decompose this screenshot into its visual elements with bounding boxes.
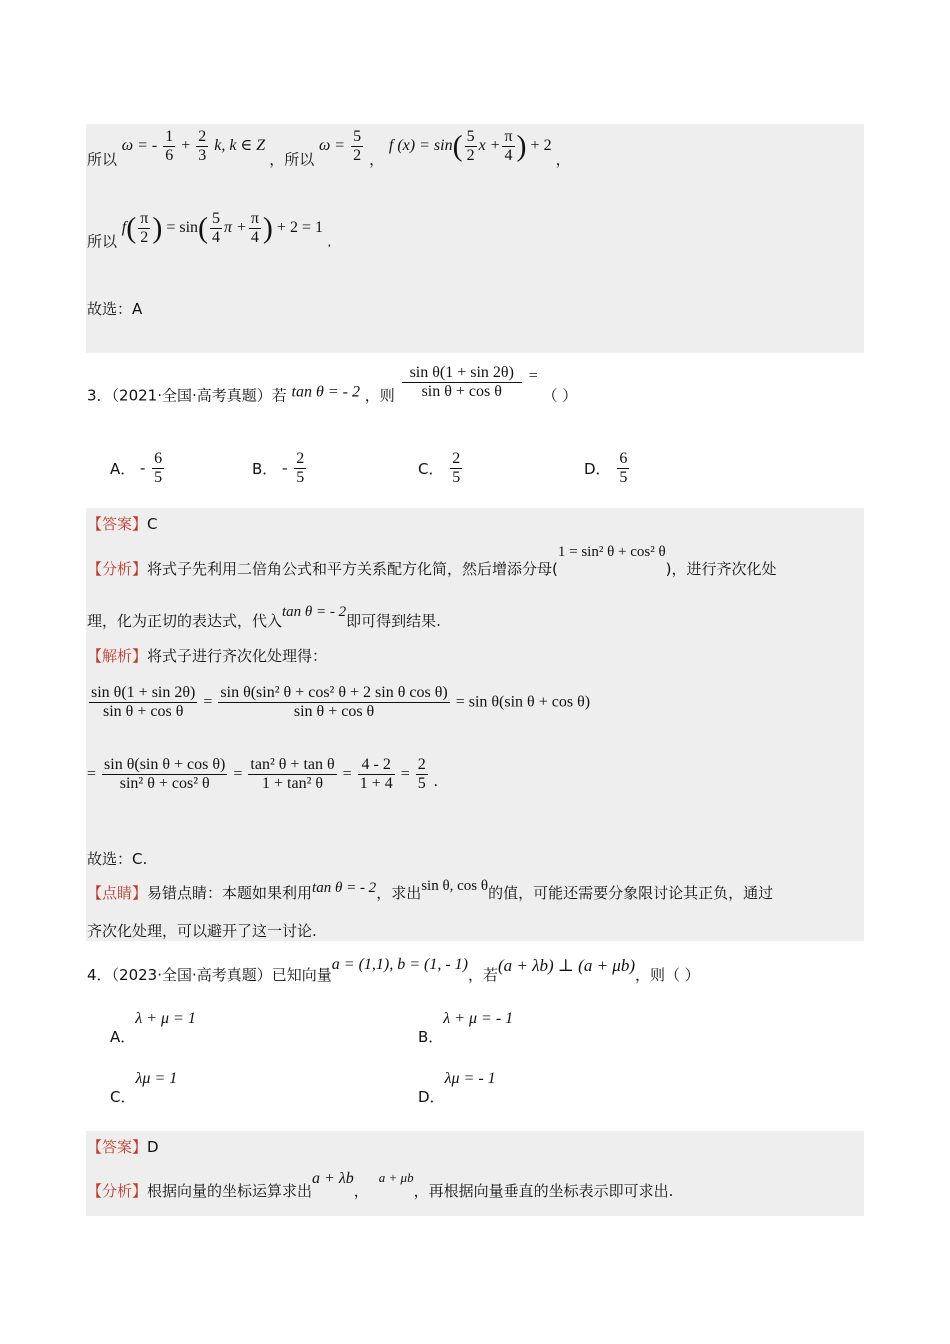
formula: sin θ, cos θ bbox=[421, 878, 489, 894]
formula: (a + λb) ⊥ (a + μb) bbox=[498, 956, 635, 975]
fraction: $\frac{2}{5}$ bbox=[417, 756, 426, 792]
fraction: $\frac{\text{sin θ(1 + sin 2θ)}}{\text{sin θ + cos θ}}$ bbox=[91, 684, 196, 720]
equation-1: $\frac{\text{sin θ(1 + sin 2θ)}}{\text{sin θ + cos θ}}$ = $\frac{\text{sin θ(sin² θ + cos² θ + 2 sin θ cos θ)}}{\text{sin θ + cos θ}}$ = sin θ(sin θ + cos θ) bbox=[91, 684, 591, 720]
option-sign: - bbox=[282, 459, 288, 477]
formula: a = (1,1), b = (1, - 1) bbox=[331, 956, 468, 973]
analysis-line bbox=[87, 1170, 673, 1204]
tip-text: 【点睛】易错点睛：本题如果利用 bbox=[87, 884, 313, 902]
fraction: $\frac{5}{2}$ bbox=[466, 128, 475, 164]
tip-line2: 齐次化处理，可以避开了这一讨论. bbox=[87, 922, 317, 940]
equals: = bbox=[528, 367, 538, 385]
solution-line: 【解析】将式子进行齐次化处理得： bbox=[87, 647, 328, 665]
option-label: D． bbox=[418, 1088, 445, 1106]
formula: f (x) = sin( $\frac{5}{2}$ x + $\frac{\pi}{4}$ ) + 2 bbox=[388, 128, 552, 164]
block1-line2 bbox=[87, 210, 332, 256]
option-label: A． bbox=[110, 1028, 136, 1046]
analysis-line2 bbox=[87, 604, 441, 632]
option-b[interactable] bbox=[252, 450, 308, 494]
text: 即可得到结果. bbox=[346, 612, 441, 630]
fraction: $\frac{6}{5}$ bbox=[619, 450, 628, 486]
fraction: $\frac{\text{sin θ(1 + sin 2θ)}}{\text{sin θ + cos θ}}$ bbox=[402, 364, 522, 401]
option-label: A． bbox=[110, 460, 136, 478]
formula: ω = $\frac{5}{2}$ bbox=[319, 128, 362, 164]
answer-tag: 【答案】 bbox=[87, 1138, 148, 1156]
option-label: D． bbox=[584, 460, 611, 478]
option-label: C． bbox=[418, 460, 444, 478]
option-c[interactable] bbox=[418, 450, 464, 494]
formula: ω = - $\frac{1}{6}$ + $\frac{2}{3}$ k, k ∈ Z bbox=[121, 128, 266, 164]
option-a[interactable] bbox=[110, 450, 166, 494]
analysis-line1 bbox=[87, 544, 777, 584]
option-d[interactable] bbox=[418, 1070, 496, 1110]
option-c[interactable] bbox=[110, 1070, 177, 1110]
text: ， bbox=[555, 150, 571, 169]
fraction: $\frac{2}{5}$ bbox=[296, 450, 305, 486]
text: ， bbox=[353, 1182, 369, 1200]
fraction: $\frac{\pi}{4}$ bbox=[504, 128, 513, 164]
text: ，若 bbox=[468, 966, 499, 984]
omega-label: ω = - bbox=[121, 137, 158, 155]
option-label: C． bbox=[110, 1088, 136, 1106]
text: ，所以 bbox=[269, 150, 315, 169]
option-formula: λμ = - 1 bbox=[444, 1070, 496, 1087]
prefix-text: 所以 bbox=[87, 150, 118, 169]
fraction: $\frac{4 - 2}{1 + 4}$ bbox=[359, 756, 393, 792]
formula: f( $\frac{\pi}{2}$ ) = sin( $\frac{5}{4}$ π + $\frac{\pi}{4}$ ) + 2 = 1 bbox=[121, 210, 323, 246]
formula: a + λb bbox=[312, 1170, 354, 1187]
prefix-text: 所以 bbox=[87, 232, 118, 251]
text: ，求出 bbox=[376, 884, 422, 902]
question-3 bbox=[87, 364, 577, 410]
question-4 bbox=[87, 956, 700, 990]
option-formula: λ + μ = - 1 bbox=[443, 1010, 514, 1027]
text: ，则（ ） bbox=[635, 966, 700, 984]
answer-value: D bbox=[147, 1138, 159, 1156]
option-formula: λμ = 1 bbox=[135, 1070, 178, 1087]
formula: tan θ = - 2 bbox=[282, 604, 347, 620]
formula: tan θ = - 2 bbox=[291, 383, 360, 401]
answer-tag: 【答案】 bbox=[87, 515, 148, 533]
fraction: $\frac{5}{2}$ bbox=[353, 128, 362, 164]
fraction: $\frac{\text{sin θ(sin θ + cos θ)}}{\text{sin² θ + cos² θ}}$ bbox=[104, 756, 226, 792]
question-number: 4．（2023·全国·高考真题）已知向量 bbox=[87, 966, 332, 984]
text: )，进行齐次化处 bbox=[665, 560, 777, 578]
fraction: $\frac{6}{5}$ bbox=[154, 450, 163, 486]
text: ， bbox=[369, 150, 385, 169]
formula: a + μb bbox=[378, 1170, 414, 1185]
fraction: $\frac{2}{3}$ bbox=[198, 128, 207, 164]
answer-line bbox=[87, 1136, 159, 1157]
text: ，再根据向量垂直的坐标表示即可求出. bbox=[413, 1182, 674, 1200]
question-number: 3．（2021·全国·高考真题）若 bbox=[87, 386, 287, 405]
answer-line bbox=[87, 513, 158, 534]
tip-line1 bbox=[87, 878, 773, 908]
analysis-text: 【分析】将式子先利用二倍角公式和平方关系配方化简，然后增添分母( bbox=[87, 560, 558, 578]
fraction: $\frac{2}{5}$ bbox=[452, 450, 461, 486]
choose-c-text: 故选：C. bbox=[87, 850, 148, 868]
answer-value: C bbox=[147, 515, 158, 533]
text: 理，化为正切的表达式，代入 bbox=[87, 612, 283, 630]
fraction: $\frac{\text{tan² θ + tan θ}}{\text{1 + tan² θ}}$ bbox=[250, 756, 335, 792]
option-b[interactable] bbox=[418, 1010, 513, 1050]
fraction: $\frac{\pi}{2}$ bbox=[140, 210, 149, 246]
text: . bbox=[326, 232, 332, 251]
fraction: $\frac{5}{4}$ bbox=[212, 210, 221, 246]
option-label: B． bbox=[418, 1028, 444, 1046]
text: ，则 bbox=[364, 386, 395, 405]
fraction: $\frac{\text{sin θ(sin² θ + cos² θ + 2 sin θ cos θ)}}{\text{sin θ + cos θ}}$ bbox=[220, 684, 448, 720]
formula: tan θ = - 2 bbox=[312, 880, 377, 896]
equation-2: = $\frac{\text{sin θ(sin θ + cos θ)}}{\text{sin² θ + cos² θ}}$ = $\frac{\text{tan² θ + tan θ}}{\text{1 + tan² θ}}$ = $\frac{4 - 2}{1 + 4}$ = $\frac{2}{5}$ . bbox=[87, 756, 438, 792]
option-a[interactable] bbox=[110, 1010, 196, 1050]
text: 的值，可能还需要分象限讨论其正负，通过 bbox=[488, 884, 774, 902]
option-formula: λ + μ = 1 bbox=[135, 1010, 196, 1027]
option-d[interactable] bbox=[584, 450, 631, 494]
block1-line1 bbox=[87, 128, 571, 174]
option-label: B． bbox=[252, 460, 278, 478]
choose-a-text: 故选：A bbox=[87, 300, 143, 318]
analysis-text: 【分析】根据向量的坐标运算求出 bbox=[87, 1182, 313, 1200]
formula: 1 = sin² θ + cos² θ bbox=[557, 544, 666, 560]
fraction: $\frac{1}{6}$ bbox=[165, 128, 174, 164]
option-sign: - bbox=[140, 459, 146, 477]
fraction: $\frac{\pi}{4}$ bbox=[250, 210, 259, 246]
answer-blank: （ ） bbox=[542, 386, 578, 405]
